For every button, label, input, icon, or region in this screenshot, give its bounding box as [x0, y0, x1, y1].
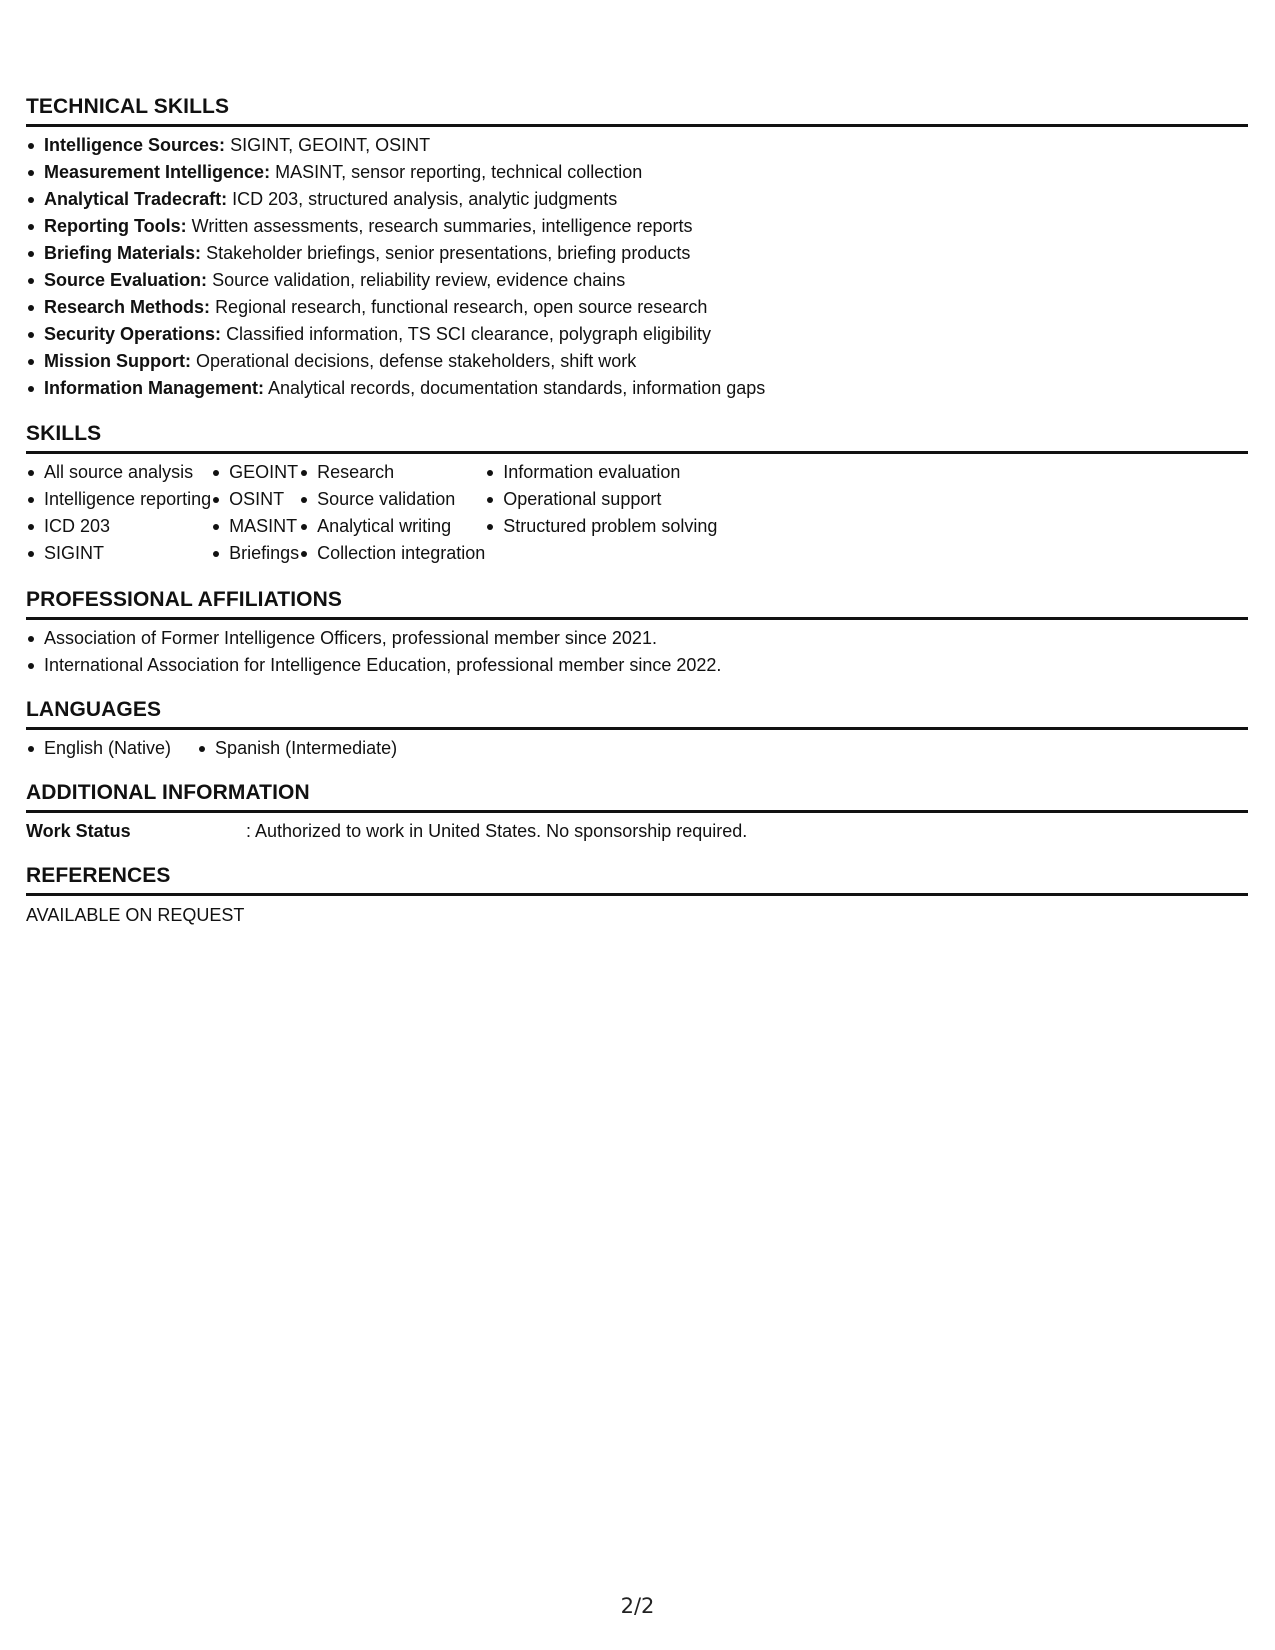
- skill-item: Research: [317, 462, 395, 482]
- languages-list: [26, 735, 1248, 762]
- skills-column: [299, 459, 485, 567]
- skill-item: GEOINT: [229, 462, 299, 482]
- list-item: [26, 459, 211, 486]
- additional-info-section: [26, 780, 1248, 845]
- skill-item: All source analysis: [44, 462, 194, 482]
- skill-category-text: Source validation, reliability review, evidence chains: [212, 270, 626, 290]
- bullet-icon: [28, 170, 34, 176]
- list-item: [211, 540, 299, 567]
- skills-column: [485, 459, 717, 540]
- skill-category-label: Intelligence Sources:: [44, 135, 226, 155]
- skill-item: SIGINT: [44, 543, 105, 563]
- skill-category-label: Security Operations:: [44, 324, 222, 344]
- bullet-icon: [28, 470, 34, 476]
- skill-item: Briefings: [229, 543, 300, 563]
- skill-category-text: ICD 203, structured analysis, analytic judgments: [232, 189, 618, 209]
- skill-item: ICD 203: [44, 516, 111, 536]
- list-item: [211, 486, 299, 513]
- skill-item: Analytical writing: [317, 516, 452, 536]
- skill-item: OSINT: [229, 489, 285, 509]
- list-item: [485, 486, 717, 513]
- affiliations-title: PROFESSIONAL AFFILIATIONS: [26, 587, 1248, 620]
- affiliation-text: International Association for Intelligence Education, professional member since 2022.: [44, 655, 722, 675]
- skills-column: [26, 459, 211, 567]
- bullet-icon: [487, 497, 493, 503]
- skill-item: Intelligence reporting: [44, 489, 212, 509]
- list-item: [26, 240, 1248, 267]
- skill-category-text: Regional research, functional research, open source research: [215, 297, 708, 317]
- bullet-icon: [213, 497, 219, 503]
- references-title: REFERENCES: [26, 863, 1248, 896]
- bullet-icon: [28, 224, 34, 230]
- bullet-icon: [301, 551, 307, 557]
- skill-item: Information evaluation: [503, 462, 681, 482]
- list-item: [26, 267, 1248, 294]
- skill-category-label: Reporting Tools:: [44, 216, 187, 236]
- skill-item: Source validation: [317, 489, 456, 509]
- bullet-icon: [199, 746, 205, 752]
- list-item: [26, 652, 1248, 679]
- list-item: [299, 459, 485, 486]
- list-item: [26, 186, 1248, 213]
- bullet-icon: [28, 386, 34, 392]
- list-item: [299, 513, 485, 540]
- languages-section: [26, 697, 1248, 762]
- bullet-icon: [28, 497, 34, 503]
- skill-category-label: Measurement Intelligence:: [44, 162, 271, 182]
- skill-category-text: MASINT, sensor reporting, technical collection: [275, 162, 643, 182]
- bullet-icon: [213, 524, 219, 530]
- work-status-row: [26, 818, 1248, 845]
- skills-title: SKILLS: [26, 421, 1248, 454]
- list-item: [26, 213, 1248, 240]
- list-item: [211, 513, 299, 540]
- skills-column: [211, 459, 299, 567]
- skill-category-text: Written assessments, research summaries, intelligence reports: [191, 216, 693, 236]
- bullet-icon: [213, 470, 219, 476]
- list-item: [299, 486, 485, 513]
- skill-category-text: Classified information, TS SCI clearance, polygraph eligibility: [226, 324, 711, 344]
- skill-item: Collection integration: [317, 543, 486, 563]
- skill-category-label: Research Methods:: [44, 297, 211, 317]
- skill-category-text: Stakeholder briefings, senior presentations, briefing products: [206, 243, 691, 263]
- bullet-icon: [28, 332, 34, 338]
- list-item: [211, 459, 299, 486]
- bullet-icon: [301, 524, 307, 530]
- bullet-icon: [28, 359, 34, 365]
- affiliations-list: [26, 625, 1248, 679]
- bullet-icon: [28, 278, 34, 284]
- skills-grid: [26, 459, 1248, 567]
- list-item: [26, 540, 211, 567]
- bullet-icon: [487, 470, 493, 476]
- list-item: [26, 159, 1248, 186]
- skill-item: Operational support: [503, 489, 662, 509]
- bullet-icon: [213, 551, 219, 557]
- technical-skills-section: [26, 94, 1248, 402]
- list-item: [26, 348, 1248, 375]
- affiliations-section: [26, 587, 1248, 679]
- skill-item: Structured problem solving: [503, 516, 718, 536]
- skill-category-text: Operational decisions, defense stakeholders, shift work: [196, 351, 637, 371]
- page-number: 2/2: [620, 1594, 655, 1618]
- bullet-icon: [301, 497, 307, 503]
- language-item: English (Native): [44, 738, 172, 758]
- bullet-icon: [28, 551, 34, 557]
- bullet-icon: [487, 524, 493, 530]
- skill-category-text: Analytical records, documentation standards, information gaps: [268, 378, 766, 398]
- affiliation-text: Association of Former Intelligence Officers, professional member since 2021.: [44, 628, 657, 648]
- skill-category-text: SIGINT, GEOINT, OSINT: [230, 135, 431, 155]
- list-item: [485, 459, 717, 486]
- bullet-icon: [28, 143, 34, 149]
- bullet-icon: [28, 524, 34, 530]
- bullet-icon: [301, 470, 307, 476]
- skill-category-label: Analytical Tradecraft:: [44, 189, 228, 209]
- list-item: [26, 486, 211, 513]
- skill-item: MASINT: [229, 516, 298, 536]
- list-item: [299, 540, 485, 567]
- technical-skills-list: [26, 132, 1248, 402]
- bullet-icon: [28, 197, 34, 203]
- references-text: AVAILABLE ON REQUEST: [26, 905, 245, 925]
- list-item: [26, 321, 1248, 348]
- skill-category-label: Information Management:: [44, 378, 265, 398]
- bullet-icon: [28, 636, 34, 642]
- bullet-icon: [28, 663, 34, 669]
- bullet-icon: [28, 305, 34, 311]
- list-item: [26, 735, 171, 762]
- list-item: [485, 513, 717, 540]
- languages-title: LANGUAGES: [26, 697, 1248, 730]
- list-item: [26, 513, 211, 540]
- list-item: [26, 294, 1248, 321]
- bullet-icon: [28, 746, 34, 752]
- work-status-value: : Authorized to work in United States. No sponsorship required.: [246, 821, 748, 841]
- references-section: [26, 863, 1248, 929]
- skills-section: [26, 421, 1248, 567]
- additional-info-title: ADDITIONAL INFORMATION: [26, 780, 1248, 813]
- work-status-label: Work Status: [26, 821, 131, 841]
- language-item: Spanish (Intermediate): [215, 738, 398, 758]
- bullet-icon: [28, 251, 34, 257]
- list-item: [26, 375, 1248, 402]
- skill-category-label: Source Evaluation:: [44, 270, 208, 290]
- skill-category-label: Briefing Materials:: [44, 243, 202, 263]
- technical-skills-title: TECHNICAL SKILLS: [26, 94, 1248, 127]
- list-item: [26, 625, 1248, 652]
- skill-category-label: Mission Support:: [44, 351, 191, 371]
- list-item: [197, 735, 397, 762]
- list-item: [26, 132, 1248, 159]
